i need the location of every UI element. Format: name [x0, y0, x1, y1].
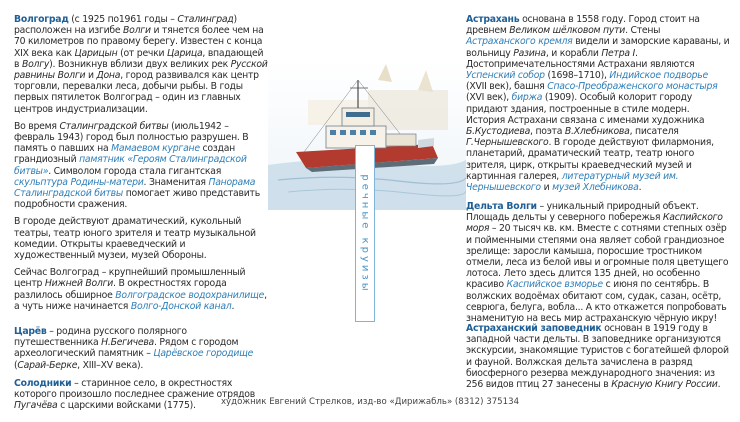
- emphasis-text: Пугачёва: [14, 400, 58, 412]
- place-link[interactable]: Каспийское взморье: [506, 279, 603, 291]
- river-cruises-label: [355, 145, 375, 322]
- astrakhan-heading: Астрахань: [466, 14, 520, 25]
- astrakhan-section: [466, 14, 730, 199]
- body-text: и: [540, 182, 553, 194]
- emphasis-text: Сталинградской битвы: [59, 120, 169, 132]
- body-text: (с 1925 по1961 годы –: [71, 14, 178, 25]
- body-text: (июль1942 – февраль 1943) город был полностью разрушен. В память о павших на: [14, 120, 249, 155]
- place-link[interactable]: Царёвское городище: [153, 348, 254, 360]
- body-text: , город развивался как центр торговли, перевалки леса, добычи рыбы. В годы первых пятилеток Волгоград – один из главных центров индустриализации.: [14, 70, 259, 115]
- tsarev-paragraph: [14, 326, 268, 371]
- place-link[interactable]: Волго-Донской канал: [130, 300, 232, 312]
- place-link[interactable]: скульптура Родины-матери: [14, 176, 144, 188]
- emphasis-text: Разина: [513, 47, 546, 59]
- place-link[interactable]: Спасо-Преображенского монастыря: [547, 81, 718, 93]
- body-text: . Символом города стала гигантская: [48, 165, 222, 177]
- place-link[interactable]: Успенский собор: [466, 70, 545, 82]
- emphasis-text: Волги: [123, 25, 151, 37]
- solodniki-heading: Солодники: [14, 377, 72, 389]
- tsarev-heading: Царёв: [14, 326, 47, 338]
- body-text: ) расположен на изгибе: [14, 14, 237, 37]
- delta-paragraph: [466, 201, 730, 324]
- delta-text: [466, 201, 728, 324]
- body-text: Сейчас Волгоград – крупнейший промышленный центр: [14, 267, 246, 290]
- body-text: помогает живо представить подробности сражения.: [14, 188, 260, 211]
- body-text: (: [14, 359, 18, 371]
- body-text: , впадающей в: [14, 47, 264, 70]
- volgograd-p4: [14, 267, 268, 312]
- reserve-paragraph: [466, 323, 730, 390]
- place-link[interactable]: литературный музей им. Чернышевского: [466, 170, 679, 194]
- emphasis-text: Г.Чернышевского: [466, 137, 549, 149]
- body-text: . Знаменитая: [143, 176, 209, 188]
- body-text: с июня по сентябрь. В волжских водоёмах обитают сом, судак, сазан, осётр, севрюга, белуга, вобла... А кто откажется попробовать знаменитую на весь мир астраханскую чёрную икру!: [466, 279, 727, 325]
- body-text: – родина русского полярного путешественника: [14, 326, 187, 349]
- tsarev-text: [14, 326, 253, 371]
- emphasis-text: Нижней Волги: [44, 278, 114, 290]
- emphasis-text: Красную Книгу России: [611, 379, 718, 391]
- reserve-section: [466, 323, 730, 396]
- place-link[interactable]: Астраханского кремля: [466, 36, 573, 48]
- place-link[interactable]: музей Хлебникова: [552, 182, 639, 194]
- astrakhan-paragraph: [466, 14, 730, 193]
- emphasis-text: Сталинград: [177, 14, 234, 25]
- body-text: – уникальный природный объект. Площадь дельты у северного побережья: [466, 201, 699, 224]
- body-text: В городе действуют драматический, кукольный театры, театр юного зрителя и театр музыкальной комедии. Открыты краеведческий и художественный музеи, музей Обороны.: [14, 216, 256, 262]
- emphasis-text: Петра I: [601, 47, 635, 59]
- body-text: – старинное село, в окрестностях которого произошло последнее сражение отрядов: [14, 377, 255, 401]
- volgograd-p1-text: [14, 14, 268, 115]
- emphasis-text: Б.Кустодиева: [466, 126, 531, 138]
- emphasis-text: Русской равнины Волги: [14, 58, 268, 82]
- emphasis-text: Каспийского моря: [466, 212, 723, 235]
- body-text: . В городе действуют филармония, планетарий, драматический театр, театр юного зрителя, цирк, открыты краеведческий музей и картинная галерея,: [466, 137, 714, 182]
- volgograd-p3: [14, 216, 268, 261]
- body-text: основана в 1558 году. Город стоит на древнем: [466, 14, 700, 37]
- body-text: создан грандиозный: [14, 143, 235, 166]
- body-text: (XVII век), башня: [466, 81, 548, 93]
- body-text: . Достопримечательностями Астрахани являются: [466, 47, 695, 70]
- body-text: , а чуть ниже начинается: [14, 289, 267, 312]
- emphasis-text: Царица: [167, 47, 203, 59]
- volga-delta-section: [466, 201, 730, 330]
- body-text: (от речки: [117, 47, 168, 59]
- body-text: (1698–1710),: [544, 70, 610, 82]
- body-text: , XIII–XV века).: [77, 359, 144, 371]
- place-link[interactable]: памятник «Героям Сталинградской битвы»: [14, 154, 247, 177]
- emphasis-text: Великом шёлковом пути: [509, 25, 626, 37]
- volgograd-p2: [14, 121, 268, 211]
- delta-heading: Дельта Волги: [466, 201, 537, 212]
- place-link[interactable]: Панорама Сталинградской битвы: [14, 176, 256, 200]
- volgograd-heading: Волгоград: [14, 14, 69, 25]
- body-text: с царскими войсками (1775).: [57, 400, 196, 412]
- emphasis-text: Н.Бегичева: [101, 337, 154, 349]
- body-text: . Стены: [625, 25, 661, 37]
- body-text: (1909). Особый колорит городу придают здания, построенные в стиле модерн. История Астрахани связана с именами художника: [466, 92, 705, 126]
- river-cruises-text: речные круизы: [359, 173, 371, 294]
- body-text: . В окрестностях города разлилось обширное: [14, 278, 227, 301]
- body-text: (XVI век),: [466, 92, 512, 104]
- emphasis-text: Сарай-Берке: [17, 359, 78, 371]
- body-text: , поэта: [530, 126, 565, 138]
- body-text: ). Возникнув вблизи двух великих рек: [49, 58, 231, 70]
- emphasis-text: Дона: [96, 70, 121, 82]
- body-text: – 20 тысяч кв. км. Вместе с сотнями степных озёр и пойменными степями она являет собой грандиозное зрелище: заросли камыша, поросшие тростником отмели, леса из белой ивы и огромные поля цветущего лотоса. Лето здесь длится 135 дней, но особенно красиво: [466, 223, 729, 291]
- emphasis-text: В.Хлебникова: [564, 126, 630, 138]
- emphasis-text: Волгу: [21, 58, 50, 70]
- place-link[interactable]: Мамаевом кургане: [111, 143, 200, 155]
- body-text: , писателя: [629, 126, 679, 138]
- body-text: и тянется более чем на 70 километров по правому берегу. Известен с конца XIX века как: [14, 25, 264, 59]
- body-text: основан в 1919 году в западной части дельты. В заповеднике организуются экскурсии, знакомящие туристов с богатейшей флорой и фауной. Волжская дельта зачислена в разряд биосферного резерва международного значения: из 256 видов птиц 27 занесены в: [466, 323, 729, 391]
- volgograd-p1: [14, 14, 268, 115]
- place-link[interactable]: Волгоградское водохранилище: [115, 289, 265, 301]
- left-column: [14, 14, 268, 418]
- body-text: . Рядом с городом археологический памятник –: [14, 337, 239, 360]
- body-text: Во время: [14, 120, 60, 132]
- place-link[interactable]: биржа: [511, 92, 543, 104]
- emphasis-text: Царицын: [74, 47, 118, 59]
- body-text: .: [231, 300, 235, 312]
- body-text: .: [717, 379, 721, 391]
- place-link[interactable]: Индийское подворье: [609, 70, 708, 82]
- astrakhan-text: [466, 14, 729, 193]
- artist-credit: художник Евгений Стрелков, изд-во «Дирижабль» (8312) 375134: [220, 397, 520, 407]
- body-text: , и корабли: [545, 47, 602, 59]
- body-text: .: [638, 182, 642, 194]
- body-text: и: [85, 70, 97, 82]
- body-text: видели и заморские караваны, и вольницу: [466, 36, 730, 59]
- reserve-heading: Астраханский заповедник: [466, 323, 602, 334]
